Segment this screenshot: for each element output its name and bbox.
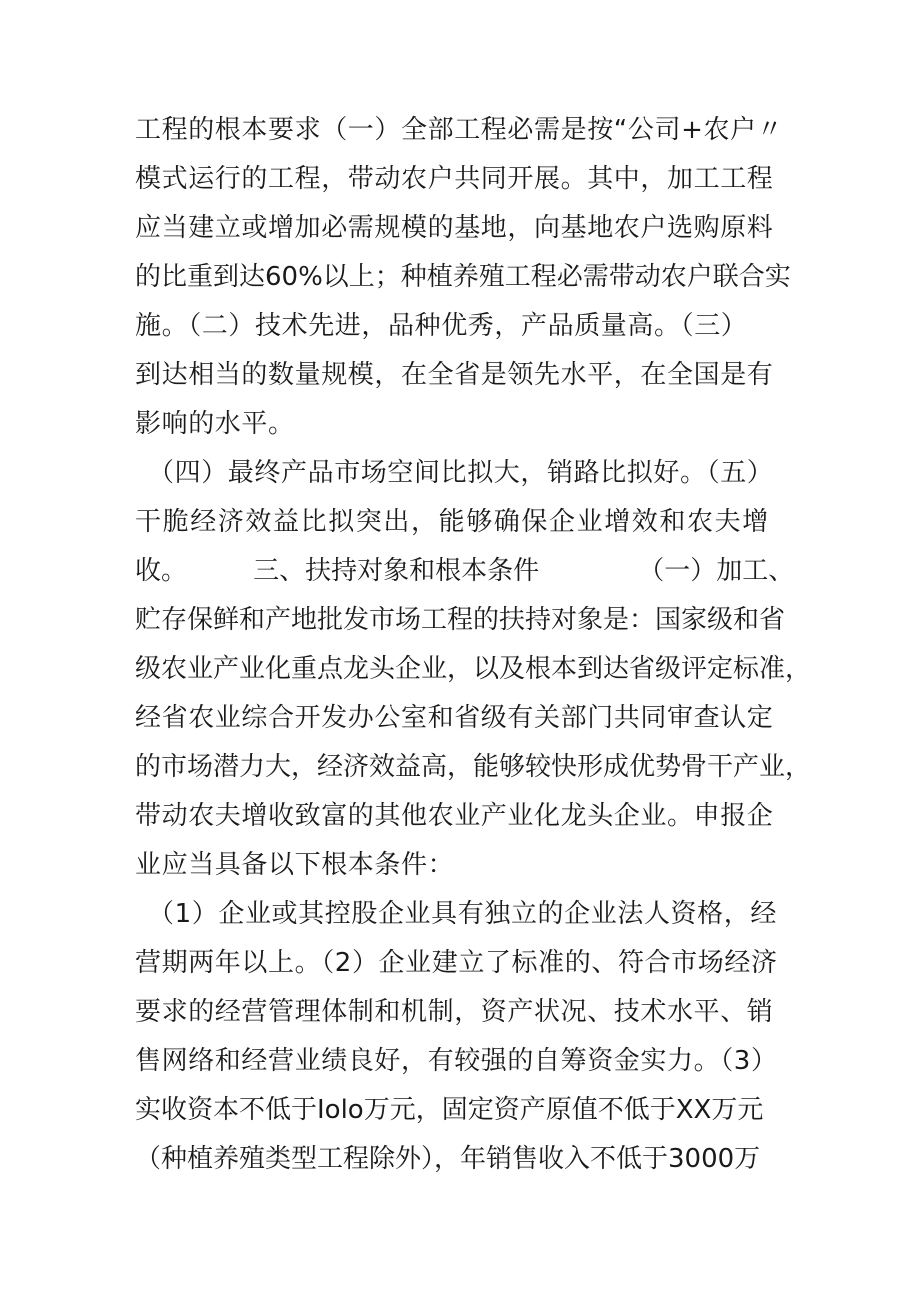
text-line-6: 到达相当的数量规模，在全省是领先水平，在全国是有 xyxy=(135,360,774,390)
text-line-2: 模式运行的工程，带动农户共同开展。其中，加工工程 xyxy=(135,164,774,194)
text-line-22: （种植养殖类型工程除外），年销售收入不低于3000万 xyxy=(135,1144,761,1174)
text-line-16: 业应当具备以下根本条件： xyxy=(135,850,455,880)
text-line-9: 干脆经济效益比拟突出，能够确保企业增效和农夫增 xyxy=(135,507,770,537)
text-line-20: 售网络和经营业绩良好，有较强的自筹资金实力。（3） xyxy=(135,1046,778,1076)
text-line-17: （1）企业或其控股企业具有独立的企业法人资格，经 xyxy=(148,899,777,929)
text-line-12: 级农业产业化重点龙头企业，以及根本到达省级评定标准， xyxy=(135,654,812,684)
text-line-8: （四）最终产品市场空间比拟大，销路比拟好。（五） xyxy=(148,458,774,488)
text-line-18: 营期两年以上。（2）企业建立了标准的、符合市场经济 xyxy=(135,948,778,978)
text-line-21: 实收资本不低于Iolo万元，固定资产原值不低于XX万元 xyxy=(135,1095,764,1125)
text-line-4: 的比重到达60%以上；种植养殖工程必需带动农户联合实 xyxy=(135,262,791,292)
text-line-11: 贮存保鲜和产地批发市场工程的扶持对象是：国家级和省 xyxy=(135,605,786,635)
text-line-3: 应当建立或增加必需规模的基地，向基地农户选购原料 xyxy=(135,213,774,243)
text-line-5: 施。（二）技术先进，品种优秀，产品质量高。（三） xyxy=(135,311,748,341)
text-line-1: 工程的根本要求（一）全部工程必需是按“公司+农户〃 xyxy=(135,115,784,145)
text-line-14: 的市场潜力大，经济效益高，能够较快形成优势骨干产业， xyxy=(135,752,812,782)
text-line-19: 要求的经营管理体制和机制，资产状况、技术水平、销 xyxy=(135,997,774,1027)
text-line-13: 经省农业综合开发办公室和省级有关部门共同审查认定 xyxy=(135,703,774,733)
text-line-10: 收。 三、扶持对象和根本条件 （一）加工、 xyxy=(135,556,795,586)
text-line-15: 带动农夫增收致富的其他农业产业化龙头企业。申报企 xyxy=(135,801,774,831)
text-line-7: 影响的水平。 xyxy=(135,409,295,439)
